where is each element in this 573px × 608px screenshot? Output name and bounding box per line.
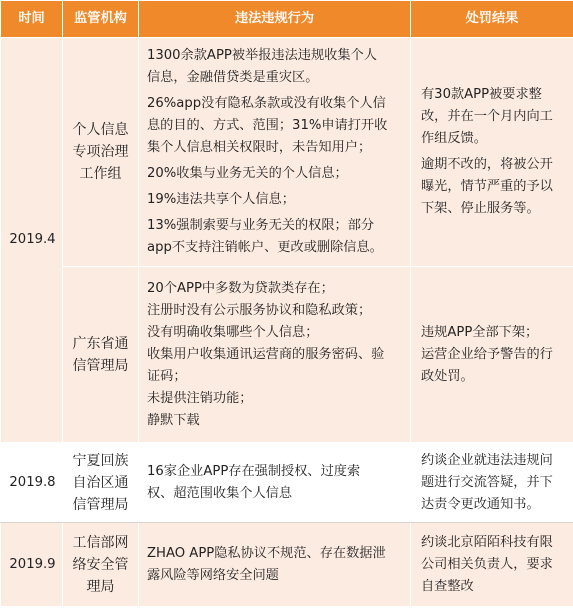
result-line: 约谈企业就违法违规问 bbox=[421, 452, 553, 468]
header-org: 监管机构 bbox=[63, 1, 139, 38]
row-time: 2019.4 bbox=[1, 38, 63, 443]
result-line: 违规APP全部下架； bbox=[421, 324, 539, 340]
row-time: 2019.9 bbox=[1, 523, 63, 607]
behavior-line: 20个APP中多数为贷款类存在； bbox=[147, 280, 334, 296]
behavior-line: 26%app没有隐私条款或没有收集个人信 bbox=[147, 96, 386, 111]
row-org bbox=[63, 443, 139, 523]
behavior-line: 收集用户收集通讯运营商的服务密码、验 bbox=[147, 346, 385, 362]
behavior-line: 息的目的、方式、范围；31%申请打开收 bbox=[147, 118, 388, 133]
row-behavior bbox=[139, 523, 411, 607]
behavior-line: 20%收集与业务无关的个人信息； bbox=[147, 166, 348, 181]
behavior-line: 16家企业APP存在强制授权、过度索 bbox=[147, 463, 361, 479]
row-result bbox=[411, 523, 573, 607]
row-org bbox=[63, 38, 139, 267]
table-row bbox=[1, 267, 573, 443]
result-line: 逾期不改的，将被公开 bbox=[421, 157, 553, 172]
row-org bbox=[63, 267, 139, 443]
header-result: 处罚结果 bbox=[411, 1, 573, 38]
row-result bbox=[411, 443, 573, 523]
result-line: 下架、停止服务等。 bbox=[421, 201, 540, 216]
result-line: 作组反馈。 bbox=[421, 131, 487, 146]
org-line: 自治区通 bbox=[72, 474, 129, 491]
result-line: 约谈北京陌陌科技有限 bbox=[421, 534, 553, 550]
result-line: 改，并在一个月内向工 bbox=[421, 109, 553, 124]
row-result bbox=[411, 267, 573, 443]
behavior-line: 权、超范围收集个人信息 bbox=[147, 485, 293, 501]
org-line: 络安全管 bbox=[72, 556, 129, 573]
row-behavior bbox=[139, 443, 411, 523]
org-line: 宁夏回族 bbox=[72, 452, 129, 469]
result-line: 自查整改 bbox=[421, 578, 474, 594]
org-line: 个人信息 bbox=[72, 122, 129, 138]
behavior-line: 13%强制索要与业务无关的权限；部分 bbox=[147, 218, 375, 233]
behavior-line: 静默下载 bbox=[147, 412, 200, 428]
table-row bbox=[1, 38, 573, 267]
result-line: 有30款APP被要求整 bbox=[421, 87, 542, 102]
header-time: 时间 bbox=[1, 1, 63, 38]
table-row bbox=[1, 443, 573, 523]
org-line: 理局 bbox=[86, 578, 115, 595]
behavior-line: 露风险等网络安全问题 bbox=[147, 567, 279, 583]
result-line: 运营企业给予警告的行 bbox=[421, 346, 553, 362]
behavior-line: 19%违法共享个人信息； bbox=[147, 192, 295, 207]
row-behavior bbox=[139, 38, 411, 267]
row-behavior bbox=[139, 267, 411, 443]
behavior-line: 1300余款APP被举报违法违规收集个人 bbox=[147, 48, 377, 63]
header-behavior: 违法违规行为 bbox=[139, 1, 411, 38]
org-line: 信管理局 bbox=[72, 496, 129, 513]
row-time: 2019.8 bbox=[1, 443, 63, 523]
result-line: 政处罚。 bbox=[421, 368, 474, 384]
behavior-line: 没有明确收集哪些个人信息； bbox=[147, 324, 319, 340]
org-line: 信管理局 bbox=[72, 357, 129, 374]
result-line: 公司相关负责人，要求 bbox=[421, 556, 553, 572]
row-org bbox=[63, 523, 139, 607]
result-line: 题进行交流答疑，并下 bbox=[421, 474, 553, 490]
behavior-line: ZHAO APP隐私协议不规范、存在数据泄 bbox=[147, 545, 386, 561]
table-row bbox=[1, 523, 573, 607]
result-line: 曝光，情节严重的予以 bbox=[421, 179, 553, 194]
behavior-line: 证码； bbox=[147, 368, 187, 384]
table-header-row bbox=[1, 1, 573, 38]
org-line: 专项治理 bbox=[72, 144, 129, 160]
behavior-line: 集个人信息相关权限时，未告知用户； bbox=[147, 140, 372, 155]
behavior-line: app不支持注销帐户、更改或删除信息。 bbox=[147, 240, 383, 255]
behavior-line: 未提供注销功能； bbox=[147, 390, 253, 406]
row-result bbox=[411, 38, 573, 267]
behavior-line: 信息，金融借贷类是重灾区。 bbox=[147, 70, 319, 85]
result-line: 达责令更改通知书。 bbox=[421, 496, 540, 512]
behavior-line: 注册时没有公示服务协议和隐私政策； bbox=[147, 302, 372, 318]
org-line: 工作组 bbox=[79, 166, 122, 182]
org-line: 广东省通 bbox=[72, 335, 129, 352]
org-line: 工信部网 bbox=[72, 534, 129, 551]
